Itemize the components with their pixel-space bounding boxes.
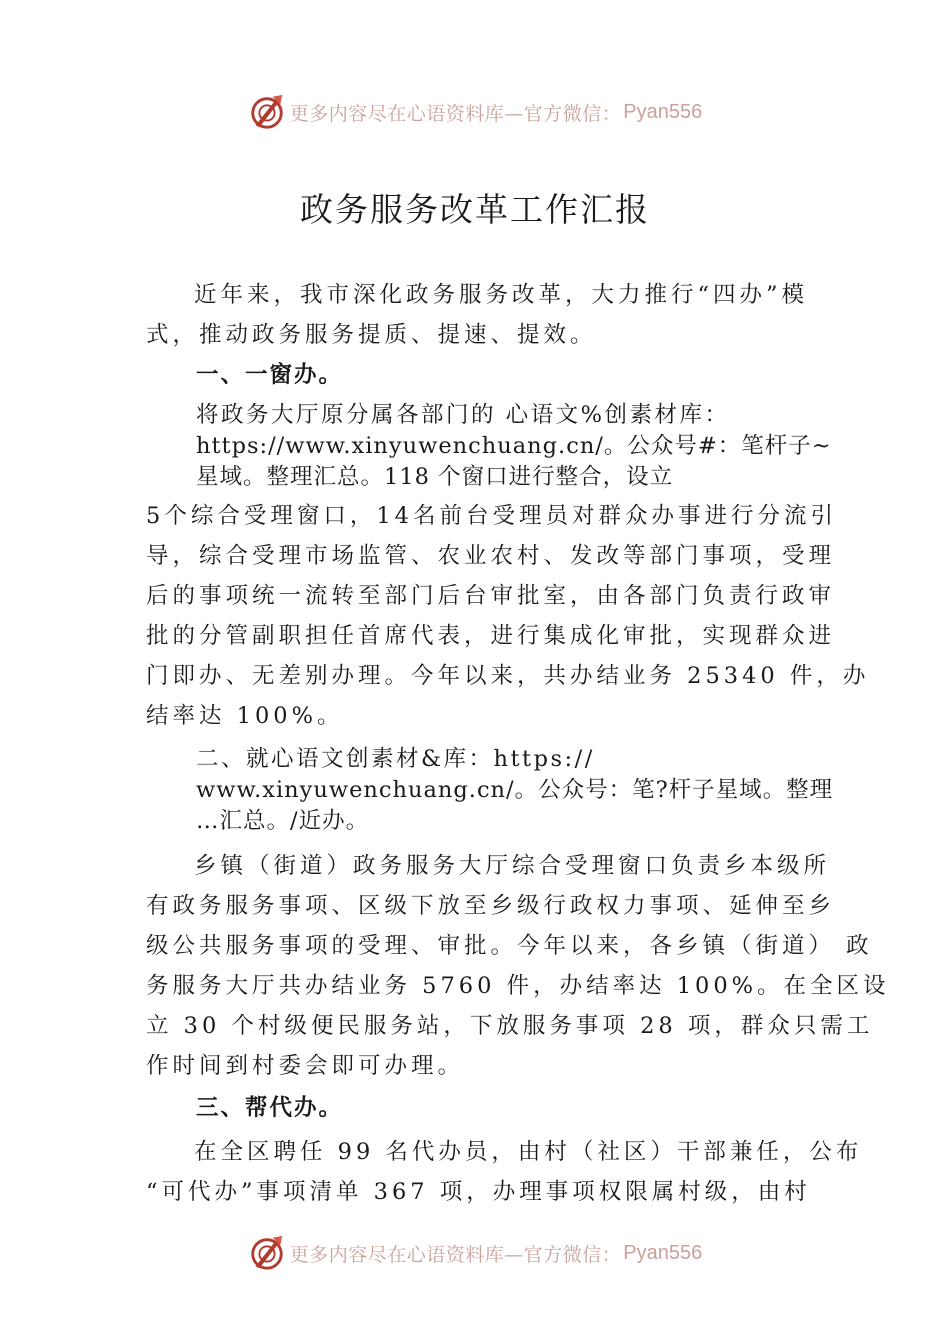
intro-paragraph [146, 275, 826, 355]
text-line: 门即办、无差别办理。今年以来，共办结业务 25340 件，办 [146, 663, 870, 689]
banner-wechat-id: Pyan556 [623, 1241, 703, 1264]
paragraph-1a [196, 400, 836, 493]
section-heading-1: 一、一窗办。 [196, 362, 344, 388]
text-line: 导，综合受理市场监管、农业农村、发改等部门事项，受理 [146, 543, 836, 569]
paragraph-1b [146, 496, 870, 736]
text-line: “可代办”事项清单 367 项，办理事项权限属村级，由村 [146, 1179, 811, 1205]
footer-banner [0, 1233, 950, 1273]
text-line: 星域。整理汇总。118 个窗口进行整合，设立 [196, 464, 674, 490]
paragraph-3 [146, 1132, 863, 1212]
text-line: 有政务服务事项、区级下放至乡级行政权力事项、延伸至乡 [146, 893, 836, 919]
text-line: 务服务大厅共办结业务 5760 件，办结率达 100%。在全区设 [146, 973, 890, 999]
text-line: 5个综合受理窗口，14名前台受理员对群众办事进行分流引 [146, 503, 837, 529]
text-line: 将政务大厅原分属各部门的 心语文%创素材库： [196, 402, 730, 428]
text-line: www.xinyuwenchuang.cn/。公众号：笔?杆子星域。整理 [196, 777, 834, 803]
banner-wechat-id: Pyan556 [623, 100, 703, 123]
document-title: 政务服务改革工作汇报 [300, 190, 650, 229]
text-line: 乡镇（街道）政务服务大厅综合受理窗口负责乡本级所 [194, 853, 831, 879]
text-line: 后的事项统一流转至部门后台审批室，由各部门负责行政审 [146, 583, 836, 609]
text-line: 在全区聘任 99 名代办员，由村（社区）干部兼任，公布 [194, 1139, 863, 1165]
quill-seal-icon [248, 1234, 286, 1272]
banner-text: 更多内容尽在心语资料库—官方微信： [289, 1243, 622, 1266]
text-line: 立 30 个村级便民服务站，下放服务事项 28 项，群众只需工 [146, 1013, 874, 1039]
text-line: https://www.xinyuwenchuang.cn/。公众号#：笔杆子~ [196, 433, 832, 459]
text-line: …汇总。/近办。 [196, 808, 370, 834]
text-line: 作时间到村委会即可办理。 [146, 1053, 465, 1079]
section-heading-3: 三、帮代办。 [196, 1095, 344, 1121]
text-line: 近年来，我市深化政务服务改革，大力推行“四办”模 [194, 282, 809, 308]
text-line: 式，推动政务服务提质、提速、提效。 [146, 322, 597, 348]
quill-seal-icon [248, 93, 286, 131]
header-banner [0, 92, 950, 132]
text-line: 批的分管副职担任首席代表，进行集成化审批，实现群众进 [146, 623, 836, 649]
section-heading-2 [196, 744, 836, 837]
text-line: 结率达 100%。 [146, 703, 344, 729]
paragraph-2 [146, 846, 890, 1086]
text-line: 级公共服务事项的受理、审批。今年以来，各乡镇（街道） 政 [146, 933, 873, 959]
banner-text: 更多内容尽在心语资料库—官方微信： [289, 102, 622, 125]
text-line: 二、就心语文创素材&库：https:// [196, 746, 595, 772]
